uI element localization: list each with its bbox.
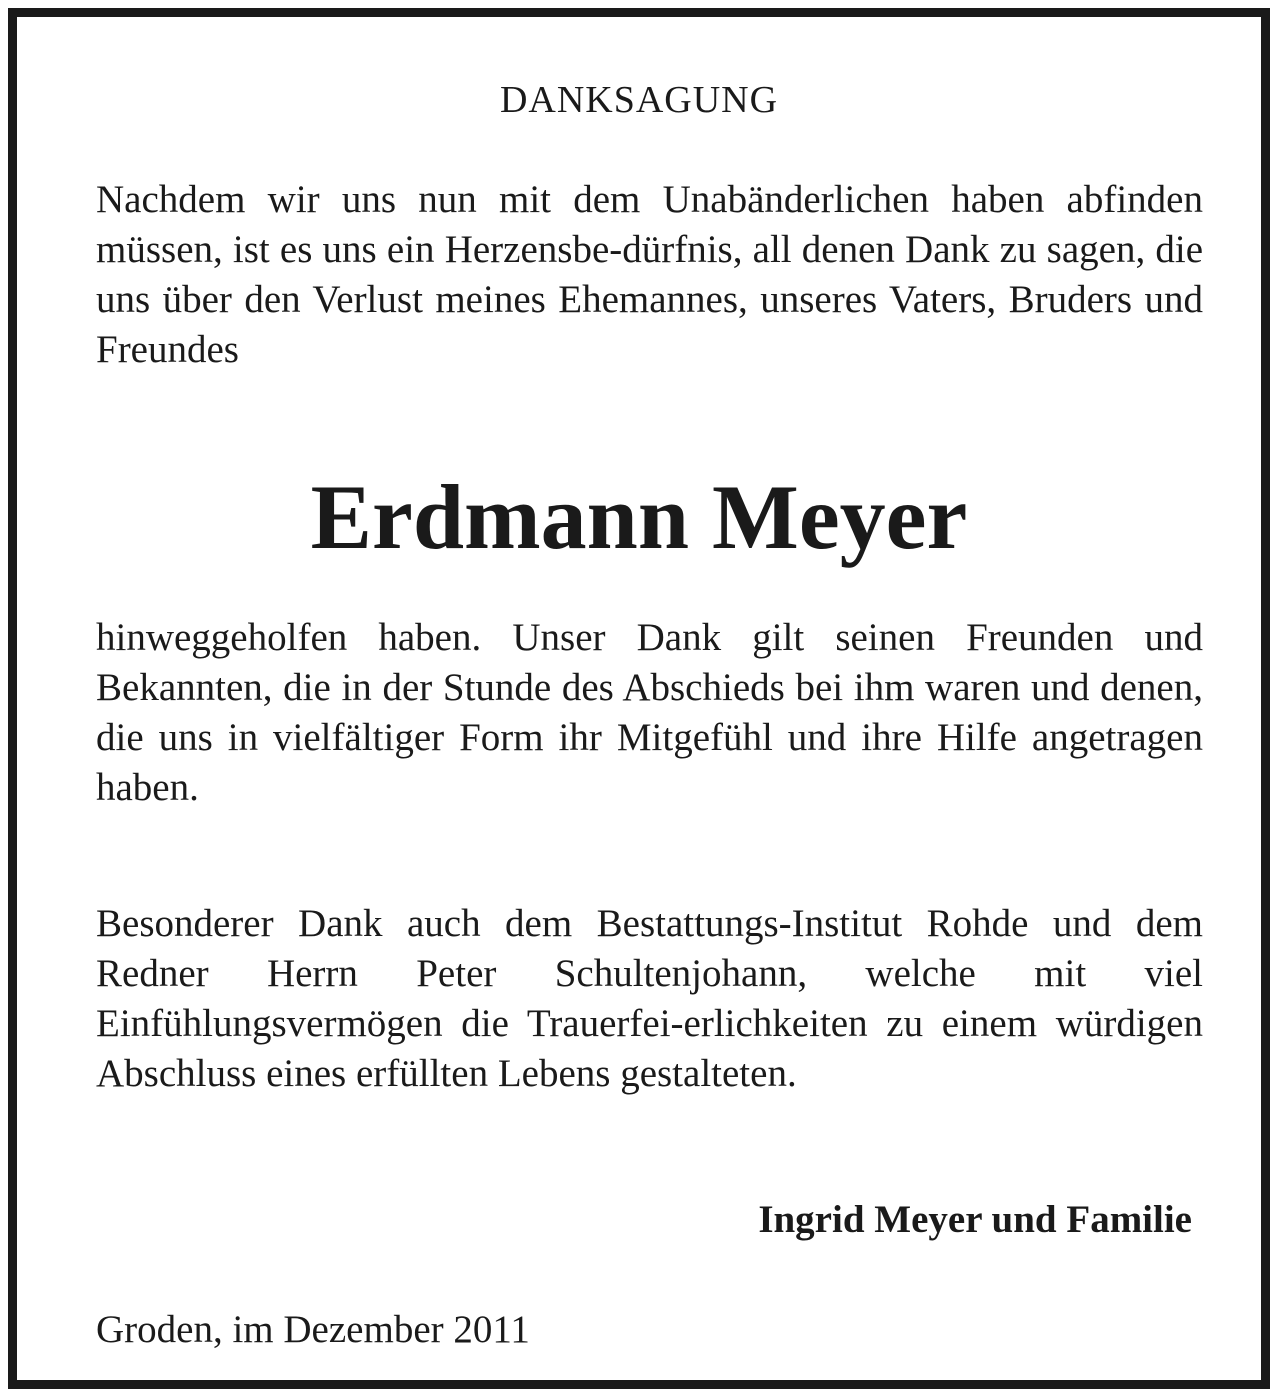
intro-paragraph: Nachdem wir uns nun mit dem Unabänderlichen haben abfinden müssen, ist es uns ein Herzensbe-dürfnis, all denen Dank zu sagen, die uns über den Verlust meines Ehemannes, unseres Vaters, Bruders und Freundes [96, 178, 1203, 371]
special-thanks-paragraph: Besonderer Dank auch dem Bestattungs-Institut Rohde und dem Redner Herrn Peter Schultenjohann, welche mit viel Einfühlungsvermögen die Trauerfei-erlichkeiten zu einem würdigen Abschluss eines erfüllten Lebens gestalteten. [96, 902, 1203, 1095]
deceased-name: Erdmann Meyer [310, 466, 968, 568]
notice-heading: DANKSAGUNG [499, 79, 779, 121]
gratitude-paragraph: hinweggeholfen haben. Unser Dank gilt seinen Freunden und Bekannten, die in der Stunde des Abschieds bei ihm waren und denen, die uns in vielfältiger Form ihr Mitgefühl und ihre Hilfe angetragen haben. [96, 616, 1203, 809]
family-signature: Ingrid Meyer und Familie [758, 1198, 1192, 1241]
place-and-date: Groden, im Dezember 2011 [96, 1308, 530, 1351]
obituary-notice [8, 8, 1270, 1389]
